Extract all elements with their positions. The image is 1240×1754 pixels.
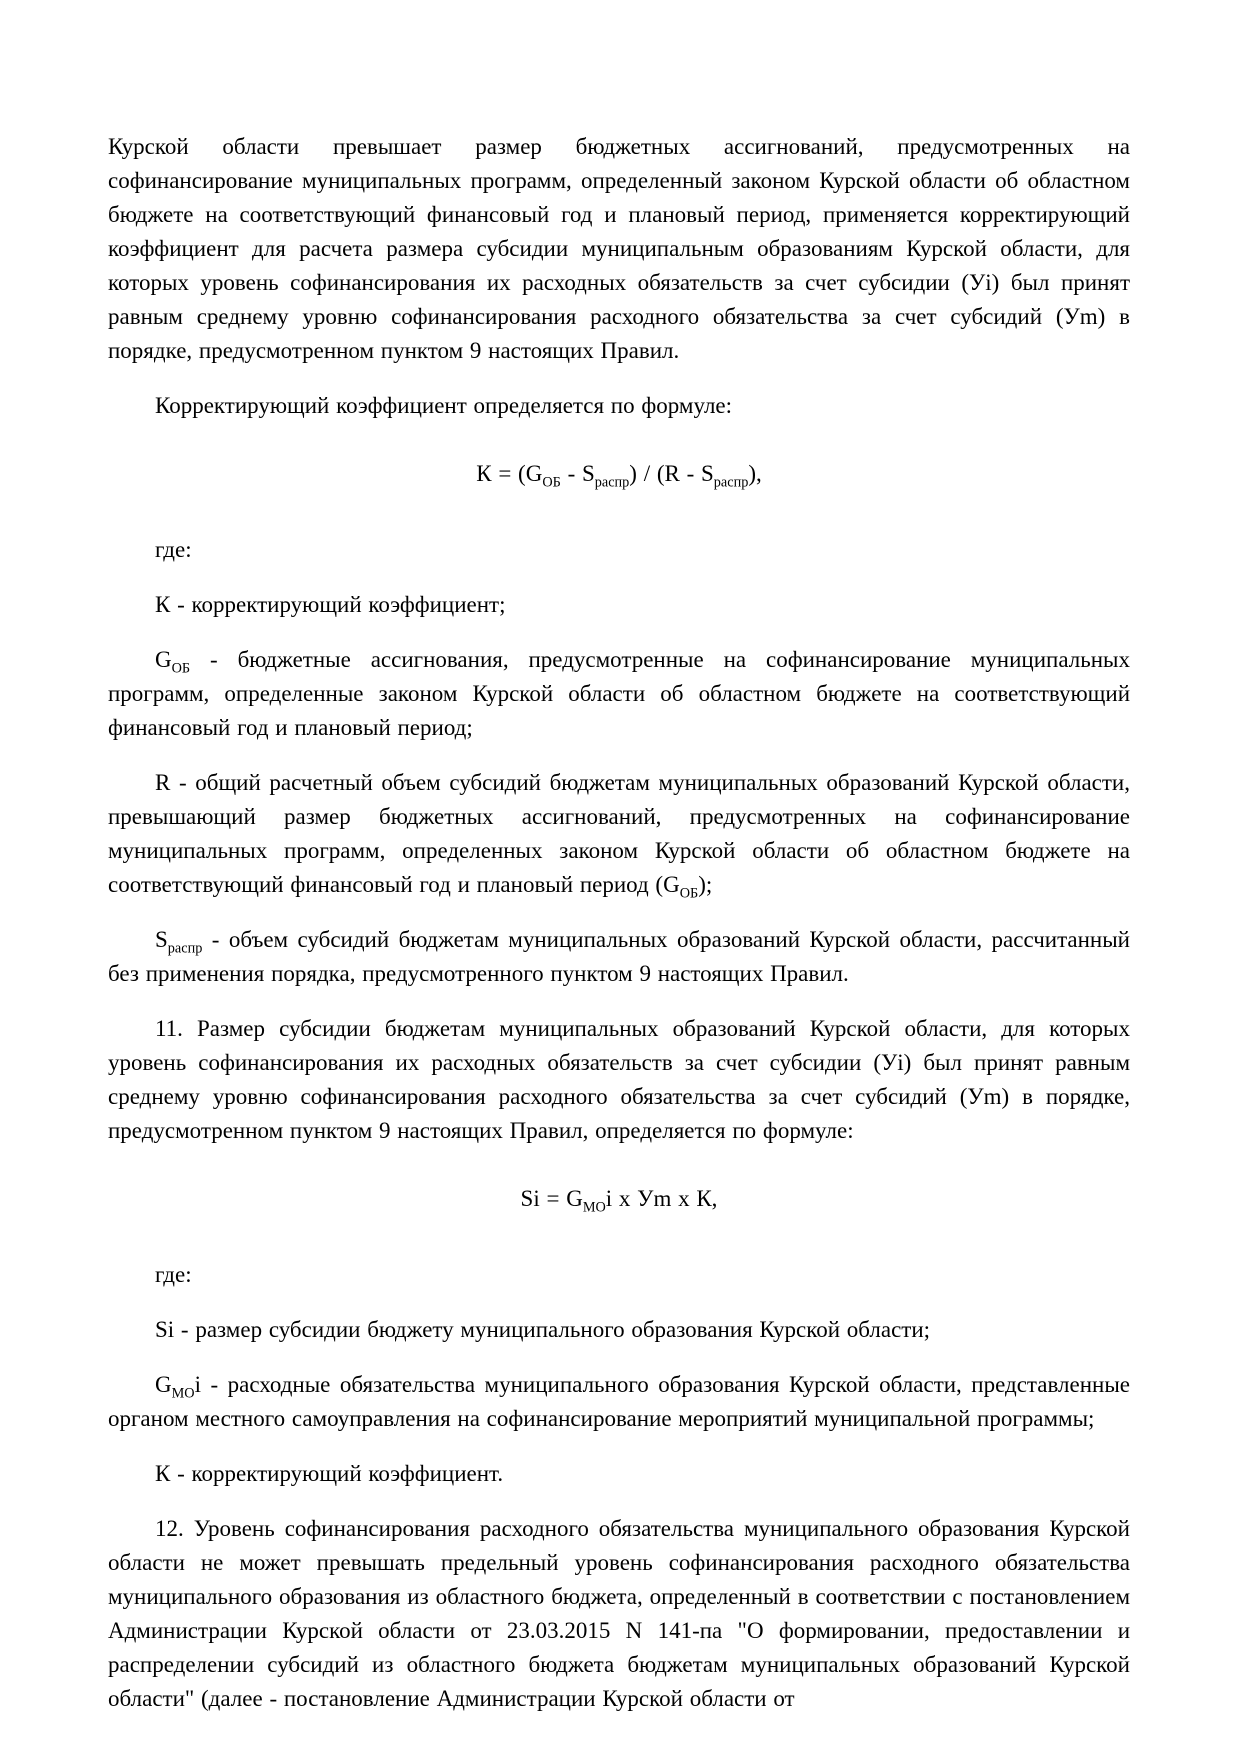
paragraph-si-definition: Si - размер субсидии бюджету муниципального образования Курской области; (155, 1317, 931, 1342)
subscript: МО (171, 1385, 195, 1402)
paragraph-where: где: (155, 537, 192, 562)
subscript: распр (713, 474, 749, 491)
paragraph-formula-intro: Корректирующий коэффициент определяется по формуле: (155, 393, 733, 418)
formula-correction-coefficient: $К = (G_{ОБ} - S_{распр}) / (R - S_{распр})$, (476, 461, 762, 491)
paragraph-sraspr-definition: $S_{распр}$ - объем субсидий бюджетам муниципальных образований Курской области, рассчитанный без применения порядка, предусмотренного пунктом 9 настоящих Правил. (108, 927, 1130, 986)
paragraph-gob-definition: $G_{ОБ}$ - бюджетные ассигнования, предусмотренные на софинансирование муниципальных программ, определенные законом Курской области об областном бюджете на соответствующий финансовый год и плановый период; (108, 647, 1130, 740)
paragraph-r-definition: R - общий расчетный объем субсидий бюджетам муниципальных образований Курской области, превышающий размер бюджетных ассигнований, предусмотренных на софинансирование муниципальных программ, определенных законом Курской области об областном бюджете на соответствующий финансовый год и плановый период $(G_{ОБ})$; (108, 770, 1130, 902)
paragraph-where-2: где: (155, 1262, 192, 1287)
paragraph-item-11: 11. Размер субсидии бюджетам муниципальных образований Курской области, для которых уровень софинансирования их расходных обязательств за счет субсидии (Уi) был принят равным среднему уровню софинансирования расходного обязательства за счет субсидий (Уm) в порядке, предусмотренном пунктом 9 настоящих Правил, определяется по формуле: (108, 1016, 1130, 1143)
paragraph-continuation: Курской области превышает размер бюджетных ассигнований, предусмотренных на софинансирование муниципальных программ, определенный законом Курской области об областном бюджете на соответствующий финансовый год и плановый период, применяется корректирующий коэффициент для расчета размера субсидии муниципальным образованиям Курской области, для которых уровень софинансирования их расходных обязательств за счет субсидии (Уi) был принят равным среднему уровню софинансирования расходного обязательства за счет субсидий (Уm) в порядке, предусмотренном пунктом 9 настоящих Правил. (108, 134, 1130, 363)
subscript: МО (582, 1199, 606, 1216)
paragraph-k-definition-2: К - корректирующий коэффициент. (155, 1461, 504, 1486)
subscript: распр (167, 940, 203, 957)
formula-subsidy-size: $Si = G_{МО}i$ x Уm x К, (520, 1186, 718, 1216)
subscript: ОБ (171, 660, 191, 677)
paragraph-item-12: 12. Уровень софинансирования расходного обязательства муниципального образования Курской области не может превышать предельный уровень софинансирования расходного обязательства муниципального образования из областного бюджета, определенный в соответствии с постановлением Администрации Курской области от 23.03.2015 N 141-па "О формировании, предоставлении и распределении субсидий из областного бюджета бюджетам муниципальных образований Курской области" (далее - постановление Администрации Курской области от (108, 1516, 1130, 1711)
subscript: ОБ (542, 474, 561, 491)
subscript: ОБ (679, 885, 699, 902)
subscript: распр (594, 474, 630, 491)
document-body (108, 130, 1130, 1716)
paragraph-gmoi-definition: $G_{МО}i$ - расходные обязательства муниципального образования Курской области, представленные органом местного самоуправления на софинансирование мероприятий муниципальной программы; (108, 1372, 1130, 1431)
paragraph-k-definition: К - корректирующий коэффициент; (155, 592, 506, 617)
